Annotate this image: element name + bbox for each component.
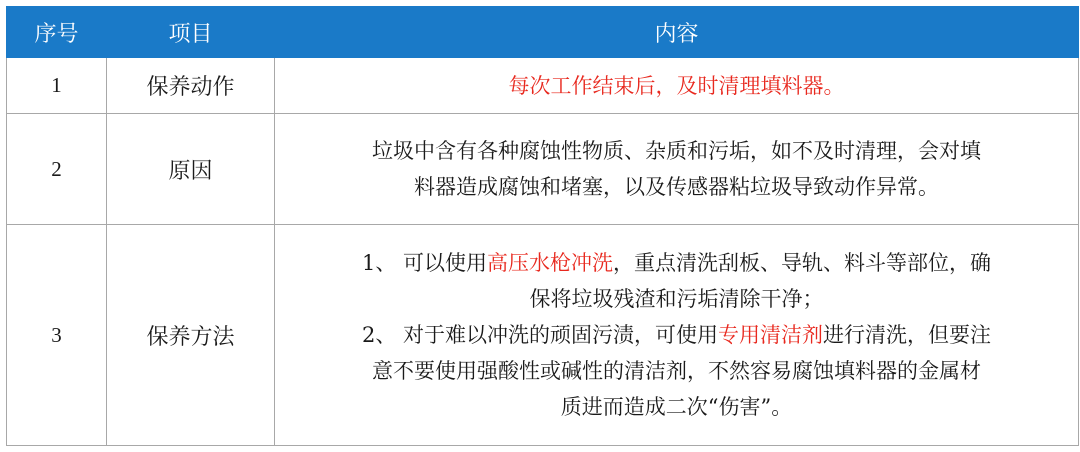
- method-line: [275, 317, 1078, 353]
- table-row: [7, 58, 1079, 114]
- maintenance-table: [6, 6, 1079, 446]
- highlight-text: 每次工作结束后，及时清理填料器。: [508, 73, 845, 98]
- method-text: 1、 可以使用: [361, 251, 488, 275]
- header-seq: 序号: [7, 7, 107, 58]
- content-line: 垃圾中含有各种腐蚀性物质、杂质和污垢，如不及时清理，会对填: [372, 139, 981, 163]
- method-text: 2、 对于难以冲洗的顽固污渍，可使用: [361, 323, 719, 347]
- method-text: ，重点清洗刮板、导轨、料斗等部位，确: [613, 251, 992, 275]
- highlight-text: 专用清洁剂: [718, 323, 824, 347]
- row-content: [275, 225, 1079, 446]
- header-content: 内容: [275, 7, 1079, 58]
- method-line: 意不要使用强酸性或碱性的清洁剂，不然容易腐蚀填料器的金属材: [372, 359, 981, 383]
- method-line: [275, 245, 1078, 281]
- row-number: 2: [7, 114, 107, 225]
- table-row: [7, 114, 1079, 225]
- header-row: [7, 7, 1079, 58]
- row-item: 保养方法: [107, 225, 275, 446]
- row-content: [275, 114, 1079, 225]
- table-row: [7, 225, 1079, 446]
- method-line: 保将垃圾残渣和污垢清除干净；: [529, 287, 824, 311]
- row-number: 1: [7, 58, 107, 114]
- method-line: 质进而造成二次“伤害”。: [560, 395, 793, 419]
- content-line: 料器造成腐蚀和堵塞，以及传感器粘垃圾导致动作异常。: [414, 175, 939, 199]
- row-content: [275, 58, 1079, 114]
- row-item: 原因: [107, 114, 275, 225]
- highlight-text: 高压水枪冲洗: [487, 251, 614, 275]
- method-text: 进行清洗，但要注: [823, 323, 992, 347]
- row-number: 3: [7, 225, 107, 446]
- header-item: 项目: [107, 7, 275, 58]
- row-item: 保养动作: [107, 58, 275, 114]
